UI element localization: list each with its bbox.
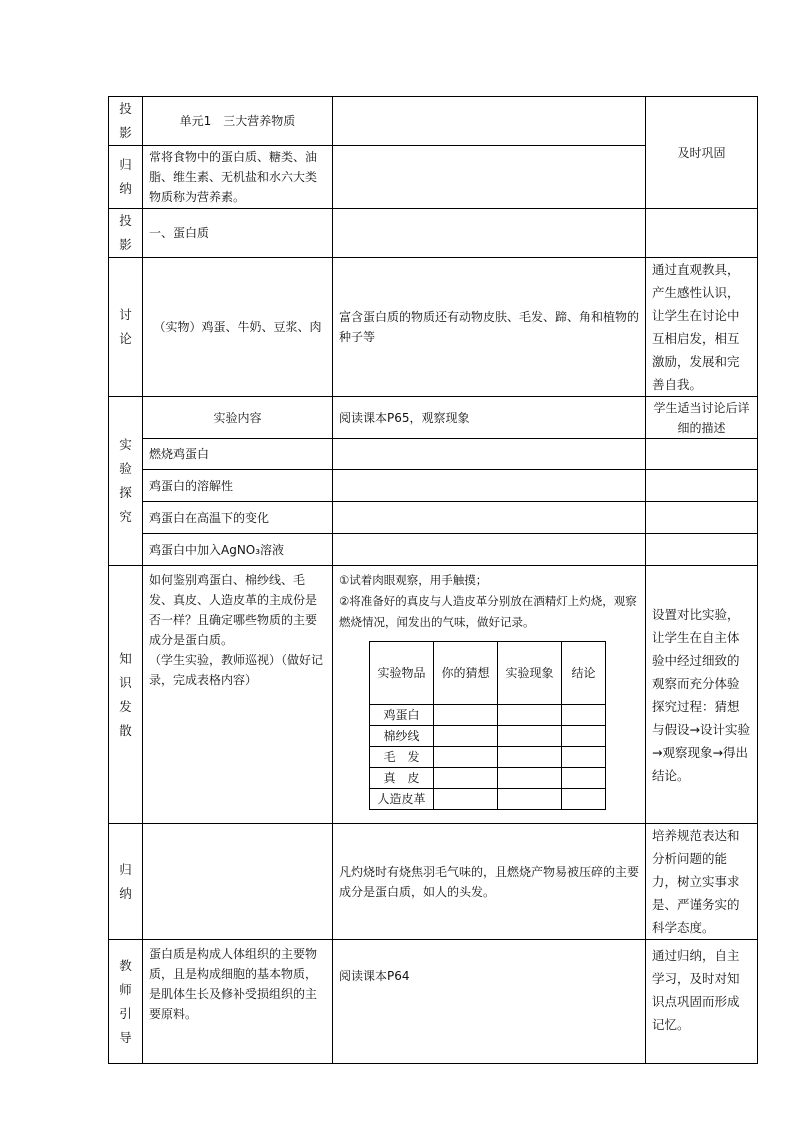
knowledge-activity: （学生实验，教师巡视）（做好记录，完成表格内容） bbox=[149, 653, 324, 687]
row-3-col3 bbox=[333, 209, 646, 258]
row-label: 归纳 bbox=[119, 157, 132, 196]
discussion-purpose: 通过直观教具，产生感性认识，让学生在讨论中互相启发，相互激励，发展和完善自我。 bbox=[646, 258, 758, 397]
lesson-plan-table bbox=[108, 96, 758, 1064]
item-cell: 真 皮 bbox=[370, 768, 434, 789]
knowledge-label: 知识发散 bbox=[119, 650, 132, 738]
record-table-row bbox=[370, 789, 606, 810]
header-cell: 实验现象 bbox=[498, 642, 562, 705]
row-teacher-guide bbox=[109, 940, 758, 1064]
header-cell: 实验物品 bbox=[370, 642, 434, 705]
summary-conclusion: 凡灼烧时有烧焦羽毛气味的，且燃烧产物易被压碎的主要成分是蛋白质，如人的头发。 bbox=[333, 824, 646, 940]
record-table-row bbox=[370, 747, 606, 768]
item-cell: 棉纱线 bbox=[370, 726, 434, 747]
record-table-row bbox=[370, 705, 606, 726]
review-note: 及时巩固 bbox=[646, 97, 758, 209]
knowledge-purpose: 设置对比实验，让学生在自主体验中经过细致的观察而充分体验探究过程：猜想与假设→设计实验→观察现象→得出结论。 bbox=[646, 566, 758, 824]
header-cell: 结论 bbox=[562, 642, 606, 705]
row-label: 投影 bbox=[109, 97, 143, 146]
knowledge-steps-cell bbox=[333, 566, 646, 824]
record-table bbox=[369, 641, 606, 810]
item-cell: 毛 发 bbox=[370, 747, 434, 768]
experiment-label: 实验探究 bbox=[119, 437, 132, 524]
row-label: 教师引导 bbox=[119, 957, 132, 1045]
row-summary-2 bbox=[109, 824, 758, 940]
knowledge-question: 如何鉴别鸡蛋白、棉纱线、毛发、真皮、人造皮革的主成份是否一样？且确定哪些物质的主要成分是蛋白质。 bbox=[149, 573, 318, 647]
experiment-discussion-note: 学生适当讨论后详细的描述 bbox=[646, 397, 758, 439]
guide-reading: 阅读课本P64 bbox=[333, 940, 646, 1064]
row-label: 投影 bbox=[119, 213, 132, 252]
item-cell: 鸡蛋白 bbox=[370, 705, 434, 726]
experiment-content-header: 实验内容 bbox=[143, 397, 333, 439]
row-label: 讨论 bbox=[119, 307, 132, 346]
section-title-protein: 一、蛋白质 bbox=[143, 209, 333, 258]
experiment-item: 鸡蛋白在高温下的变化 bbox=[143, 502, 333, 534]
experiment-row bbox=[109, 439, 758, 470]
protein-sources: 富含蛋白质的物质还有动物皮肤、毛发、蹄、角和植物的种子等 bbox=[333, 258, 646, 397]
step-1: ①试着肉眼观察，用手触摸； bbox=[339, 573, 488, 587]
row-projection-1 bbox=[109, 97, 758, 146]
experiment-reading-note: 阅读课本P65，观察现象 bbox=[333, 397, 646, 439]
record-table-row bbox=[370, 768, 606, 789]
nutrients-definition: 常将食物中的蛋白质、糖类、油脂、维生素、无机盐和水六大类物质称为营养素。 bbox=[143, 146, 333, 209]
experiment-row bbox=[109, 502, 758, 534]
guide-purpose: 通过归纳，自主学习，及时对知识点巩固而形成记忆。 bbox=[646, 940, 758, 1064]
guide-protein-role: 蛋白质是构成人体组织的主要物质，且是构成细胞的基本物质，是肌体生长及修补受损组织的主要原料。 bbox=[143, 940, 333, 1064]
experiment-item: 鸡蛋白的溶解性 bbox=[143, 470, 333, 502]
summary-purpose: 培养规范表达和分析问题的能力，树立实事求是、严谨务实的科学态度。 bbox=[646, 824, 758, 940]
row-knowledge bbox=[109, 566, 758, 824]
experiment-item: 鸡蛋白中加入AgNO₃溶液 bbox=[143, 534, 333, 566]
header-cell: 你的猜想 bbox=[434, 642, 498, 705]
knowledge-question-cell bbox=[143, 566, 333, 824]
unit-title: 单元1 三大营养物质 bbox=[143, 97, 333, 146]
record-table-row bbox=[370, 726, 606, 747]
row-3-col4 bbox=[646, 209, 758, 258]
row-experiment-header bbox=[109, 397, 758, 439]
row-discussion bbox=[109, 258, 758, 397]
experiment-row bbox=[109, 534, 758, 566]
record-table-header bbox=[370, 642, 606, 705]
item-cell: 人造皮革 bbox=[370, 789, 434, 810]
discussion-items: （实物）鸡蛋、牛奶、豆浆、肉 bbox=[143, 258, 333, 397]
step-2: ②将准备好的真皮与人造皮革分别放在酒精灯上灼烧，观察燃烧情况，闻发出的气味，做好记录。 bbox=[339, 594, 637, 629]
row-1-col3 bbox=[333, 97, 646, 146]
row-label: 归纳 bbox=[119, 861, 132, 901]
experiment-row bbox=[109, 470, 758, 502]
row-2-col3 bbox=[333, 146, 646, 209]
row-projection-2 bbox=[109, 209, 758, 258]
experiment-item: 燃烧鸡蛋白 bbox=[143, 439, 333, 470]
